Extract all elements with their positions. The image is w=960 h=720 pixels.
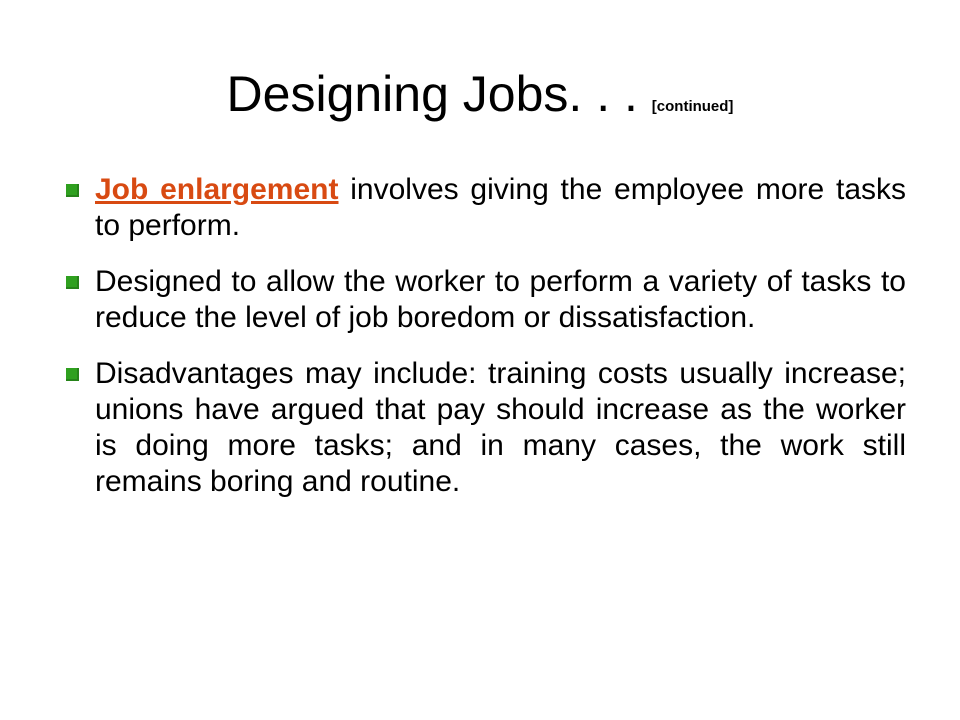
job-enlargement-link[interactable]: Job enlargement [95,173,339,206]
bullet-item-disadvantages [62,356,906,500]
bullet-item-designed-purpose [62,264,906,336]
bullet-text-job-enlargement: involves giving the employee more tasks to perform. [95,173,907,242]
bullet-list [62,172,906,520]
bullet-text-disadvantages: Disadvantages may include: training costs usually increase; unions have argued that pay should increase as the worker is doing more tasks; and in many cases, the work still remains boring and routine. [95,357,906,498]
slide-title-note: [continued] [651,98,734,115]
bullet-text-designed-purpose: Designed to allow the worker to perform a variety of tasks to reduce the level of job boredom or dissatisfaction. [95,265,906,334]
slide-title [0,56,960,145]
bullet-item-job-enlargement [62,172,906,244]
slide-title-text: Designing Jobs. . . [226,66,638,122]
green-square-bullet-icon [66,368,79,381]
green-square-bullet-icon [66,184,79,197]
green-square-bullet-icon [66,276,79,289]
